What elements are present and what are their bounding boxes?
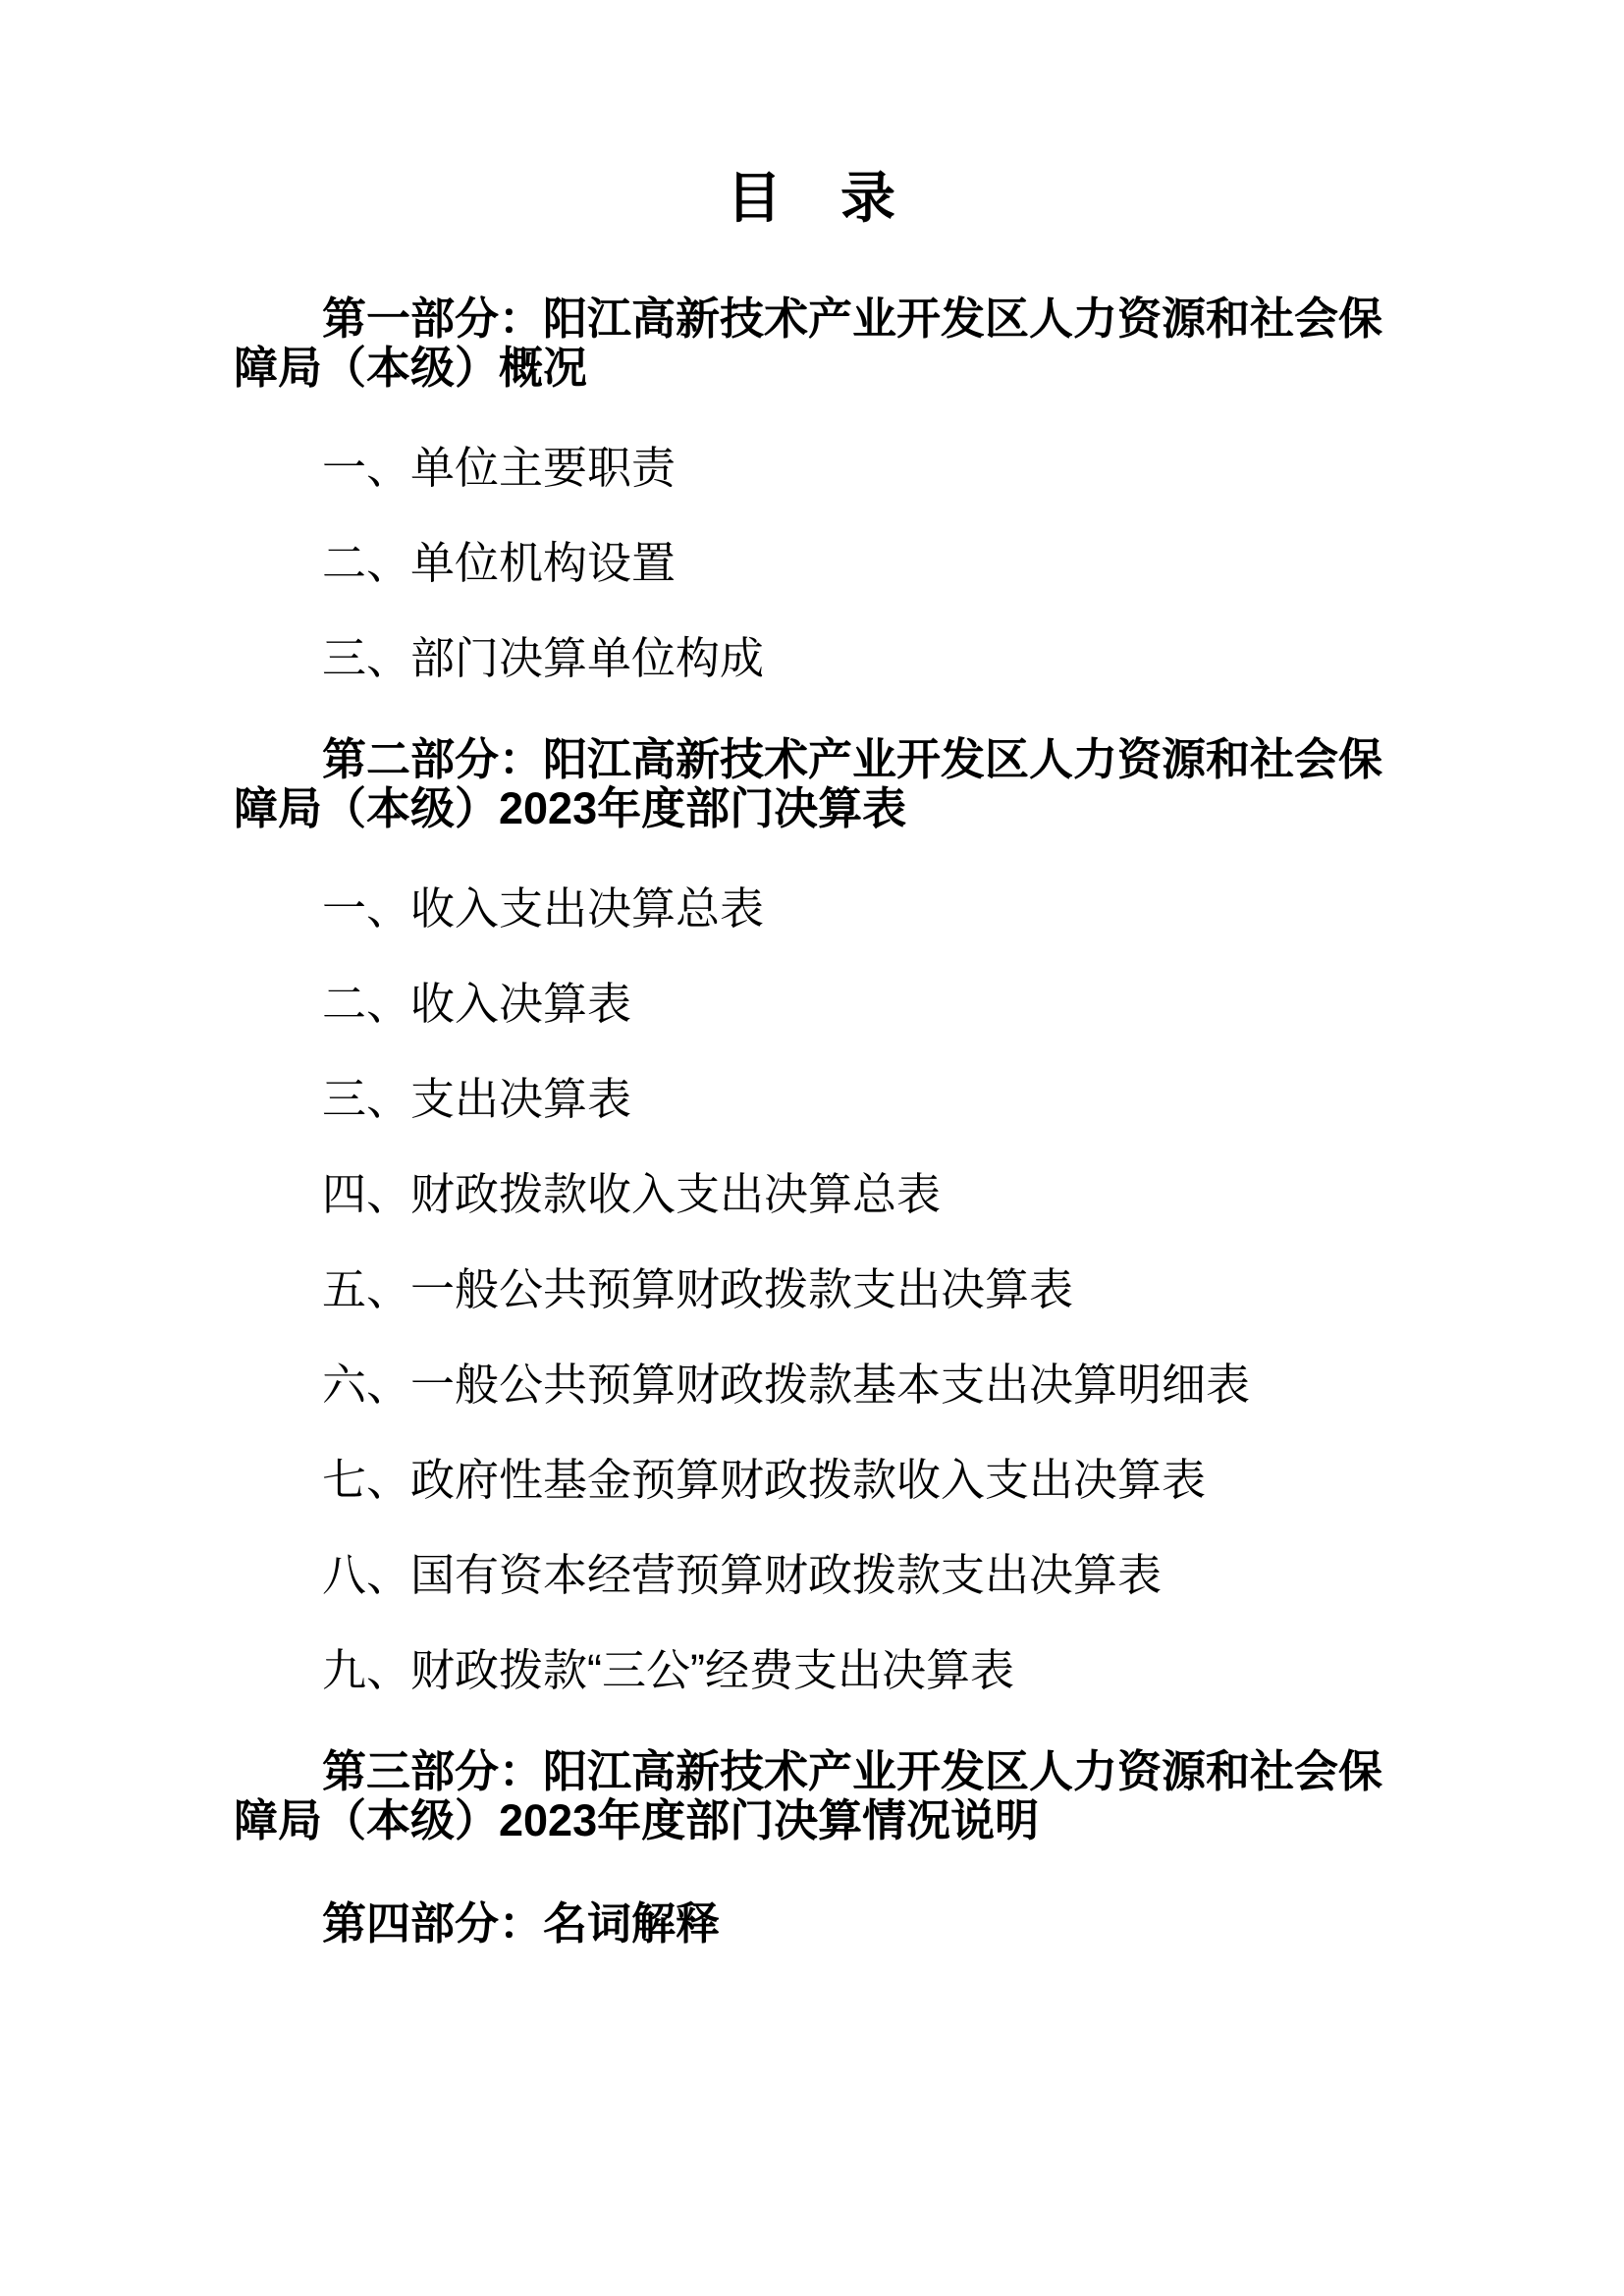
toc-part2-heading: 第二部分：阳江高新技术产业开发区人力资源和社会保障局（本级）2023年度部门决算表 bbox=[234, 734, 1383, 833]
toc-item-part2-1: 一、收入支出决算总表 bbox=[322, 883, 765, 934]
toc-item-part2-3: 三、支出决算表 bbox=[322, 1074, 632, 1125]
toc-item-part2-9: 九、财政拨款“三公”经费支出决算表 bbox=[322, 1645, 1014, 1696]
toc-item-part2-4: 四、财政拨款收入支出决算总表 bbox=[322, 1169, 942, 1220]
toc-part1-heading: 第一部分：阳江高新技术产业开发区人力资源和社会保障局（本级）概况 bbox=[234, 294, 1383, 393]
document-title: 目 录 bbox=[727, 167, 897, 229]
toc-item-part1-3: 三、部门决算单位构成 bbox=[322, 633, 765, 684]
toc-part3-heading: 第三部分：阳江高新技术产业开发区人力资源和社会保障局（本级）2023年度部门决算情况说明 bbox=[234, 1746, 1383, 1845]
toc-item-part2-5: 五、一般公共预算财政拨款支出决算表 bbox=[322, 1264, 1074, 1315]
toc-part4-heading: 第四部分：名词解释 bbox=[322, 1898, 721, 1949]
toc-item-part2-7: 七、政府性基金预算财政拨款收入支出决算表 bbox=[322, 1455, 1207, 1506]
toc-item-part1-2: 二、单位机构设置 bbox=[322, 538, 677, 589]
toc-item-part1-1: 一、单位主要职责 bbox=[322, 443, 677, 494]
toc-item-part2-8: 八、国有资本经营预算财政拨款支出决算表 bbox=[322, 1550, 1163, 1601]
table-of-contents bbox=[234, 294, 1390, 1949]
toc-item-part2-2: 二、收入决算表 bbox=[322, 979, 632, 1030]
toc-item-part2-6: 六、一般公共预算财政拨款基本支出决算明细表 bbox=[322, 1360, 1251, 1411]
